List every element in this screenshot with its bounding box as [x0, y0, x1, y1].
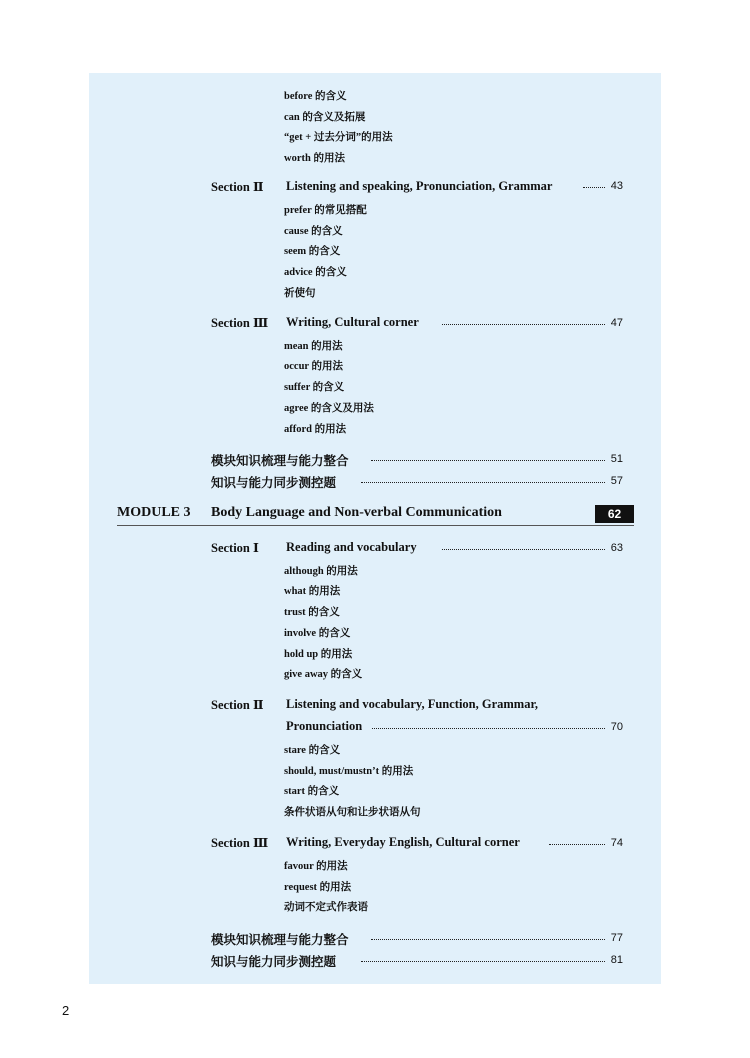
page-ref[interactable]: 47 [610, 317, 623, 329]
toc-topic[interactable]: 祈使句 [284, 288, 316, 299]
page-ref[interactable]: 57 [610, 475, 623, 487]
toc-topic[interactable]: although 的用法 [284, 566, 358, 577]
toc-topic[interactable]: suffer 的含义 [284, 382, 345, 393]
toc-topic[interactable]: agree 的含义及用法 [284, 403, 374, 414]
module-label[interactable]: MODULE 3 [117, 505, 191, 520]
dot-leader [442, 549, 605, 550]
dot-leader [442, 324, 605, 325]
toc-topic[interactable]: prefer 的常见搭配 [284, 205, 367, 216]
section-title[interactable]: Reading and vocabulary [286, 540, 417, 554]
page-ref[interactable]: 63 [610, 542, 623, 554]
page-ref[interactable]: 51 [610, 453, 623, 465]
toc-topic[interactable]: favour 的用法 [284, 861, 348, 872]
toc-topic[interactable]: hold up 的用法 [284, 649, 353, 660]
page-ref[interactable]: 77 [610, 932, 623, 944]
toc-topic[interactable]: give away 的含义 [284, 669, 363, 680]
toc-topic[interactable]: cause 的含义 [284, 226, 343, 237]
section-title[interactable]: Writing, Everyday English, Cultural corner [286, 835, 520, 849]
toc-topic[interactable]: what 的用法 [284, 586, 341, 597]
toc-topic[interactable]: request 的用法 [284, 882, 352, 893]
toc-topic[interactable]: afford 的用法 [284, 424, 347, 435]
toc-topic[interactable]: should, must/mustn’t 的用法 [284, 766, 414, 777]
summary-entry[interactable]: 知识与能力同步测控题 [211, 955, 337, 969]
summary-entry[interactable]: 模块知识梳理与能力整合 [211, 454, 349, 468]
summary-entry[interactable]: 模块知识梳理与能力整合 [211, 933, 349, 947]
dot-leader [549, 844, 605, 845]
toc-topic[interactable]: start 的含义 [284, 786, 340, 797]
dot-leader [371, 460, 605, 461]
toc-topic[interactable]: mean 的用法 [284, 341, 343, 352]
section-title[interactable]: Listening and speaking, Pronunciation, Grammar [286, 179, 553, 193]
section-title[interactable]: Writing, Cultural corner [286, 315, 419, 329]
page-number: 2 [62, 1003, 70, 1018]
toc-topic[interactable]: advice 的含义 [284, 267, 347, 278]
toc-topic[interactable]: 条件状语从句和让步状语从句 [284, 807, 421, 818]
module-page-badge[interactable]: 62 [595, 505, 634, 523]
module-divider [117, 525, 634, 526]
dot-leader [361, 961, 605, 962]
section-label[interactable]: Section Ⅱ [211, 180, 264, 194]
toc-topic[interactable]: 动词不定式作表语 [284, 902, 368, 913]
section-label[interactable]: Section Ⅲ [211, 316, 269, 330]
page-ref[interactable]: 74 [610, 837, 623, 849]
dot-leader [361, 482, 605, 483]
module-title[interactable]: Body Language and Non-verbal Communication [211, 505, 502, 520]
dot-leader [583, 187, 605, 188]
section-label[interactable]: Section Ⅲ [211, 836, 269, 850]
page-ref[interactable]: 70 [610, 721, 623, 733]
toc-topic[interactable]: “get + 过去分词”的用法 [284, 132, 393, 143]
toc-topic[interactable]: stare 的含义 [284, 745, 341, 756]
toc-topic[interactable]: before 的含义 [284, 91, 347, 102]
page-ref[interactable]: 43 [610, 180, 623, 192]
section-title[interactable]: Listening and vocabulary, Function, Grammar, [286, 697, 538, 711]
toc-topic[interactable]: can 的含义及拓展 [284, 112, 366, 123]
toc-topic[interactable]: worth 的用法 [284, 153, 345, 164]
section-title-continued[interactable]: Pronunciation [286, 719, 363, 733]
page-ref[interactable]: 81 [610, 954, 623, 966]
toc-topic[interactable]: seem 的含义 [284, 246, 341, 257]
section-label[interactable]: Section Ⅱ [211, 698, 264, 712]
toc-topic[interactable]: trust 的含义 [284, 607, 340, 618]
summary-entry[interactable]: 知识与能力同步测控题 [211, 476, 337, 490]
dot-leader [371, 939, 605, 940]
section-label[interactable]: Section Ⅰ [211, 541, 259, 555]
toc-topic[interactable]: involve 的含义 [284, 628, 351, 639]
toc-topic[interactable]: occur 的用法 [284, 361, 344, 372]
dot-leader [372, 728, 605, 729]
